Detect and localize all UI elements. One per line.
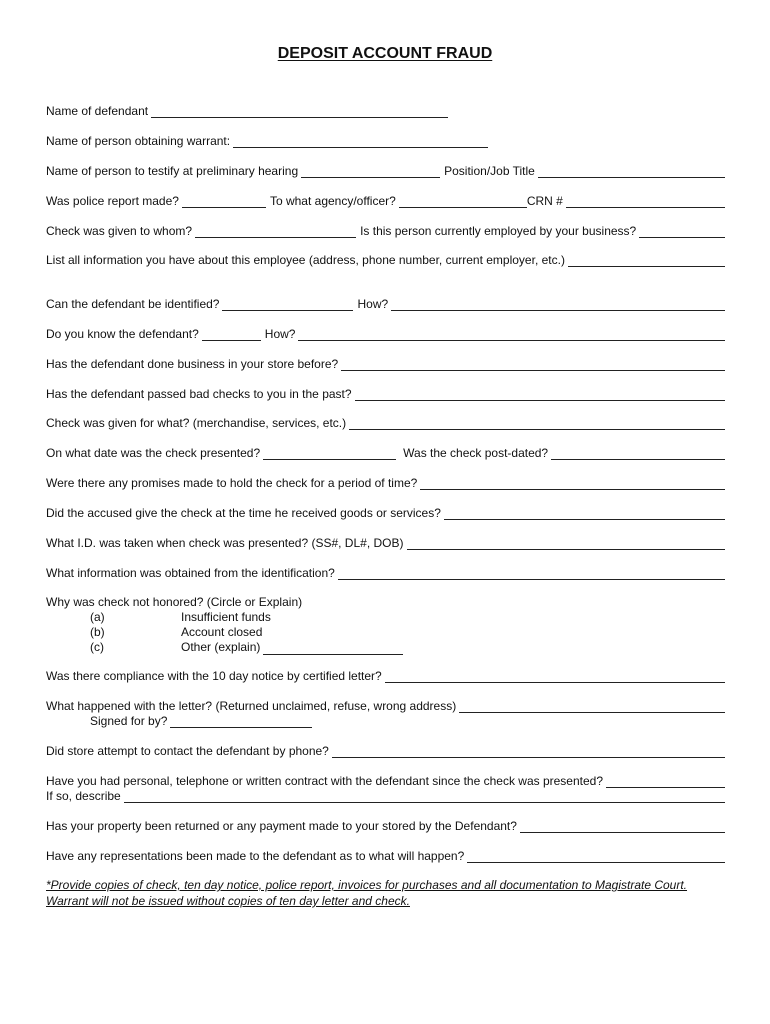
field-label: Did store attempt to contact the defendant by phone? xyxy=(46,744,329,758)
list-item[interactable] xyxy=(90,640,403,655)
check-given-to-line[interactable] xyxy=(195,226,356,238)
contact-by-phone-line[interactable] xyxy=(332,746,725,758)
field-label: Is this person currently employed by your business? xyxy=(360,224,637,238)
field-label: Was there compliance with the 10 day notice by certified letter? xyxy=(46,669,382,683)
field-representations xyxy=(46,849,725,863)
field-label: Check was given to whom? xyxy=(46,224,193,238)
reason-letter: (a) xyxy=(90,610,105,624)
reason-letter: (c) xyxy=(90,640,104,654)
field-compliance-10-day xyxy=(46,669,725,683)
field-label: CRN # xyxy=(526,194,563,208)
field-label: Name of defendant xyxy=(46,104,149,118)
footnote-line-2: Warrant will not be issued without copies of ten day letter and check. xyxy=(46,894,410,908)
agency-officer-line[interactable] xyxy=(399,196,527,208)
field-label: On what date was the check presented? xyxy=(46,446,261,460)
accused-give-check-line[interactable] xyxy=(444,508,725,520)
field-name-of-defendant xyxy=(46,104,725,118)
field-property-returned xyxy=(46,819,725,833)
currently-employed-line[interactable] xyxy=(639,226,725,238)
know-defendant-line[interactable] xyxy=(202,329,261,341)
field-person-to-testify xyxy=(46,164,725,178)
field-person-obtaining-warrant xyxy=(46,134,725,148)
field-police-report xyxy=(46,194,725,208)
field-label: How? xyxy=(264,327,296,341)
field-contact-by-phone xyxy=(46,744,725,758)
representations-line[interactable] xyxy=(467,851,725,863)
name-of-defendant-line[interactable] xyxy=(151,106,448,118)
field-label: Has the defendant passed bad checks to you in the past? xyxy=(46,387,352,401)
footnote xyxy=(46,877,736,909)
field-label: Were there any promises made to hold the check for a period of time? xyxy=(46,476,418,490)
employee-info-line[interactable] xyxy=(568,255,725,267)
field-accused-give-check xyxy=(46,506,725,520)
field-promises xyxy=(46,476,725,490)
field-label: Check was given for what? (merchandise, services, etc.) xyxy=(46,416,347,430)
promises-line[interactable] xyxy=(420,478,725,490)
field-defendant-identified xyxy=(46,297,725,311)
field-business-before xyxy=(46,357,725,371)
field-label: Have any representations been made to the defendant as to what will happen? xyxy=(46,849,465,863)
position-title-line[interactable] xyxy=(538,166,725,178)
bad-checks-line[interactable] xyxy=(355,389,725,401)
how-line[interactable] xyxy=(298,329,725,341)
field-check-given-for xyxy=(46,416,725,430)
field-date-presented xyxy=(46,446,725,460)
field-know-defendant xyxy=(46,327,725,341)
signed-for-by-line[interactable] xyxy=(170,716,312,728)
reason-letter: (b) xyxy=(90,625,105,639)
field-label: Did the accused give the check at the time he received goods or services? xyxy=(46,506,441,520)
field-label: Do you know the defendant? xyxy=(46,327,199,341)
field-label: Name of person obtaining warrant: xyxy=(46,134,231,148)
field-label: What I.D. was taken when check was presented? (SS#, DL#, DOB) xyxy=(46,536,404,550)
compliance-line[interactable] xyxy=(385,671,725,683)
defendant-identified-line[interactable] xyxy=(222,299,353,311)
id-taken-line[interactable] xyxy=(407,538,726,550)
personal-contract-line[interactable] xyxy=(606,776,725,788)
person-obtaining-warrant-line[interactable] xyxy=(233,136,488,148)
letter-happened-line[interactable] xyxy=(459,701,725,713)
field-id-taken xyxy=(46,536,725,550)
how-line[interactable] xyxy=(391,299,725,311)
field-label: Has the defendant done business in your store before? xyxy=(46,357,339,371)
field-personal-contract xyxy=(46,774,725,788)
field-label: Position/Job Title xyxy=(444,164,535,178)
field-label: Have you had personal, telephone or written contract with the defendant since the check was presented? xyxy=(46,774,604,788)
field-label: List all information you have about this employee (address, phone number, current employer, etc.) xyxy=(46,253,565,267)
field-label: If so, describe xyxy=(46,789,121,803)
info-from-id-line[interactable] xyxy=(338,568,725,580)
police-report-line[interactable] xyxy=(182,196,266,208)
field-if-so-describe xyxy=(46,789,725,803)
field-info-from-id xyxy=(46,566,725,580)
describe-line[interactable] xyxy=(124,791,725,803)
field-signed-for-by xyxy=(90,714,725,728)
field-label: Signed for by? xyxy=(90,714,168,728)
field-bad-checks xyxy=(46,387,725,401)
reason-text: Insufficient funds xyxy=(181,610,271,624)
date-presented-line[interactable] xyxy=(263,448,396,460)
property-returned-line[interactable] xyxy=(520,821,725,833)
crn-line[interactable] xyxy=(566,196,725,208)
field-label: Has your property been returned or any payment made to your stored by the Defendant? xyxy=(46,819,517,833)
field-label: Was police report made? xyxy=(46,194,179,208)
footnote-line-1: *Provide copies of check, ten day notice, police report, invoices for purchases and all documentation to Magistrate Court. xyxy=(46,878,688,892)
list-item[interactable] xyxy=(90,610,403,625)
post-dated-line[interactable] xyxy=(551,448,725,460)
field-label: Name of person to testify at preliminary hearing xyxy=(46,164,299,178)
field-why-not-honored xyxy=(46,595,725,609)
reason-text: Other (explain) xyxy=(181,640,261,654)
business-before-line[interactable] xyxy=(341,359,725,371)
field-label: How? xyxy=(357,297,389,311)
field-letter-happened xyxy=(46,699,725,713)
other-explain-line[interactable] xyxy=(263,643,403,655)
form-title: DEPOSIT ACCOUNT FRAUD xyxy=(277,45,493,62)
field-label: To what agency/officer? xyxy=(269,194,396,208)
list-item[interactable] xyxy=(90,625,403,640)
check-given-for-line[interactable] xyxy=(349,418,725,430)
reasons-list xyxy=(90,610,403,655)
person-to-testify-line[interactable] xyxy=(301,166,440,178)
field-label: What happened with the letter? (Returned unclaimed, refuse, wrong address) xyxy=(46,699,457,713)
field-label: What information was obtained from the identification? xyxy=(46,566,335,580)
field-label: Why was check not honored? (Circle or Explain) xyxy=(46,595,303,609)
field-check-given-to xyxy=(46,224,725,238)
field-label: Was the check post-dated? xyxy=(403,446,549,460)
reason-text: Account closed xyxy=(181,625,263,639)
field-employee-info xyxy=(46,253,725,267)
field-label: Can the defendant be identified? xyxy=(46,297,220,311)
